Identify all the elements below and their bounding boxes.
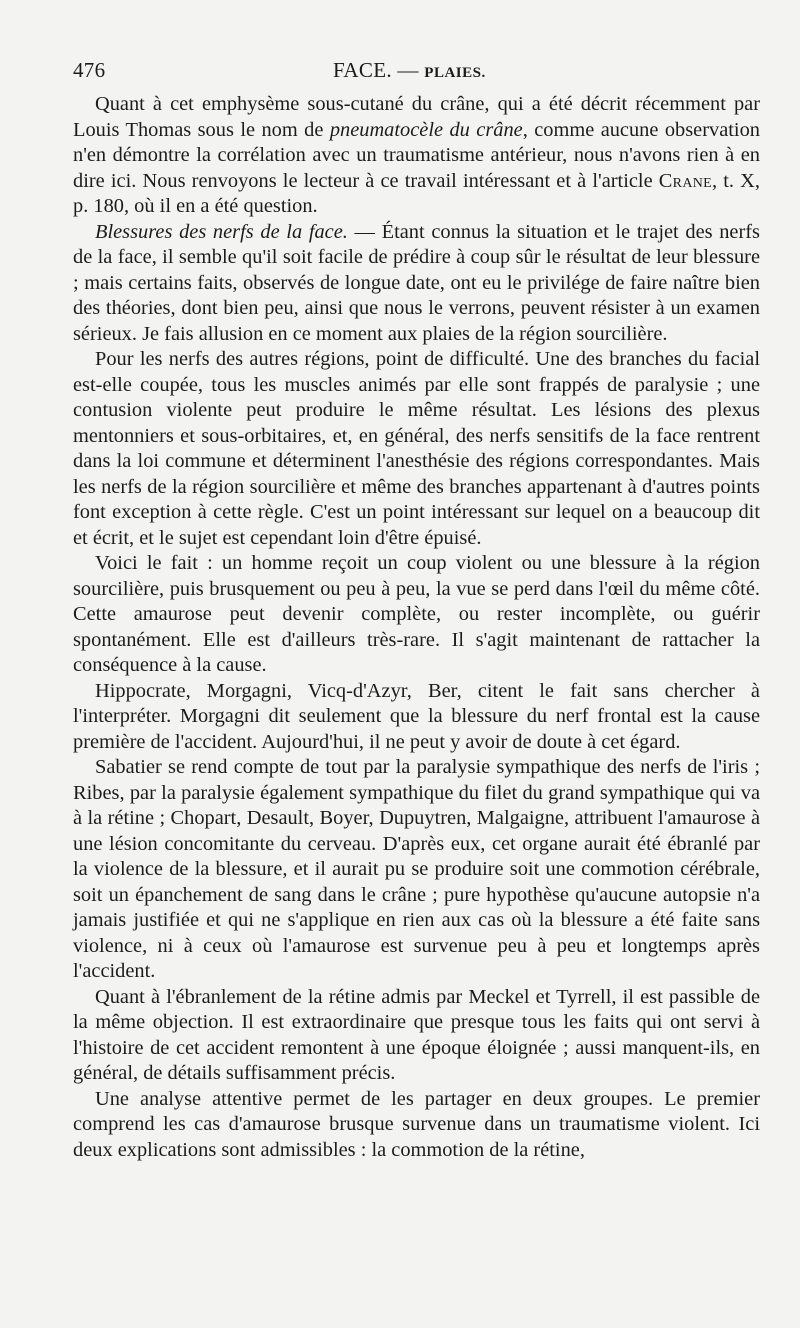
paragraph: Hippocrate, Morgagni, Vicq-d'Azyr, Ber, citent le fait sans chercher à l'interpréter. Morgagni dit seulement que la blessure du nerf frontal est la cause première de l'accident. Aujourd'hui, il ne peut y avoir de doute à cet égard. [73, 679, 760, 753]
paragraph: Une analyse attentive permet de les partager en deux groupes. Le premier comprend les cas d'amaurose brusque survenue dans un traumatisme violent. Ici deux explications sont admissibles : la commotion de la rétine, [73, 1087, 760, 1161]
small-caps-reference: Crane [658, 169, 712, 192]
paragraph: Quant à l'ébranlement de la rétine admis par Meckel et Tyrrell, il est passible de la même objection. Il est extraordinaire que presque tous les faits qui ont servi à l'histoire de cet accident remontent à une époque éloignée ; aussi manquent-ils, en général, de détails suffisamment précis. [73, 985, 760, 1084]
paragraph: Pour les nerfs des autres régions, point de difficulté. Une des branches du facial est-elle coupée, tous les muscles animés par elle sont frappés de paralysie ; une contusion violente peut produire le même résultat. Les lésions des plexus mentonniers et sous-orbitaires, et, en général, des nerfs sensitifs de la face rentrent dans la loi commune et déterminent l'anesthésie des régions correspondantes. Mais les nerfs de la région sourcilière et même des branches appartenant à d'autres points font exception à cette règle. C'est un point intéressant sur lequel on a beaucoup dit et écrit, et le sujet est cependant loin d'être épuisé. [73, 348, 760, 549]
paragraph: Blessures des nerfs de la face. — Étant connus la situation et le trajet des nerfs de la face, il semble qu'il soit facile de prédire à coup sûr le résultat de leur blessure ; mais certains faits, observés de longue date, ont eu le privilége de faire naître bien des théories, dont bien peu, ainsi que nous le verrons, peuvent résister à un examen sérieux. Je fais allusion en ce moment aux plaies de la région sourcilière. [73, 220, 760, 345]
body-text [73, 92, 760, 1163]
running-title [333, 58, 760, 83]
paragraph: Quant à cet emphysème sous-cutané du crâne, qui a été décrit récemment par Louis Thomas sous le nom de pneumatocèle du crâne, comme aucune observation n'en démontre la corrélation avec un traumatisme antérieur, nous n'avons rien à en dire ici. Nous renvoyons le lecteur à ce travail intéressant et à l'article Crane, t. X, p. 180, où il en a été question. [73, 93, 760, 217]
section-heading-italic: Blessures des nerfs de la face. [95, 220, 348, 243]
italic-term: pneumatocèle du crâne [329, 118, 523, 141]
page-number: 476 [73, 58, 106, 82]
paragraph: Voici le fait : un homme reçoit un coup violent ou une blessure à la région sourcilière, puis brusquement ou peu à peu, la vue se perd dans l'œil du même côté. Cette amaurose peut devenir complète, ou rester incomplète, ou guérir spontanément. Elle est d'ailleurs très-rare. Il s'agit maintenant de rattacher la conséquence à la cause. [73, 552, 760, 676]
paragraph: Sabatier se rend compte de tout par la paralysie sympathique des nerfs de l'iris ; Ribes, par la paralysie également sympathique du filet du grand sympathique qui va à la rétine ; Chopart, Desault, Boyer, Dupuytren, Malgaigne, attribuent l'amaurose à une lésion concomitante du cerveau. D'après eux, cet organe aurait été ébranlé par la violence de la blessure, et il aurait pu se produire soit une commotion cérébrale, soit un épanchement de sang dans le crâne ; pure hypothèse qu'aucune autopsie n'a jamais justifiée et qui ne s'applique en rien aux cas où la blessure a été faite sans violence, ni à ceux où l'amaurose est survenue peu à peu et longtemps après l'accident. [73, 756, 760, 982]
running-header [73, 58, 760, 92]
running-title-sub: PLAIES. [424, 65, 486, 81]
running-title-main: FACE. — [333, 58, 419, 82]
